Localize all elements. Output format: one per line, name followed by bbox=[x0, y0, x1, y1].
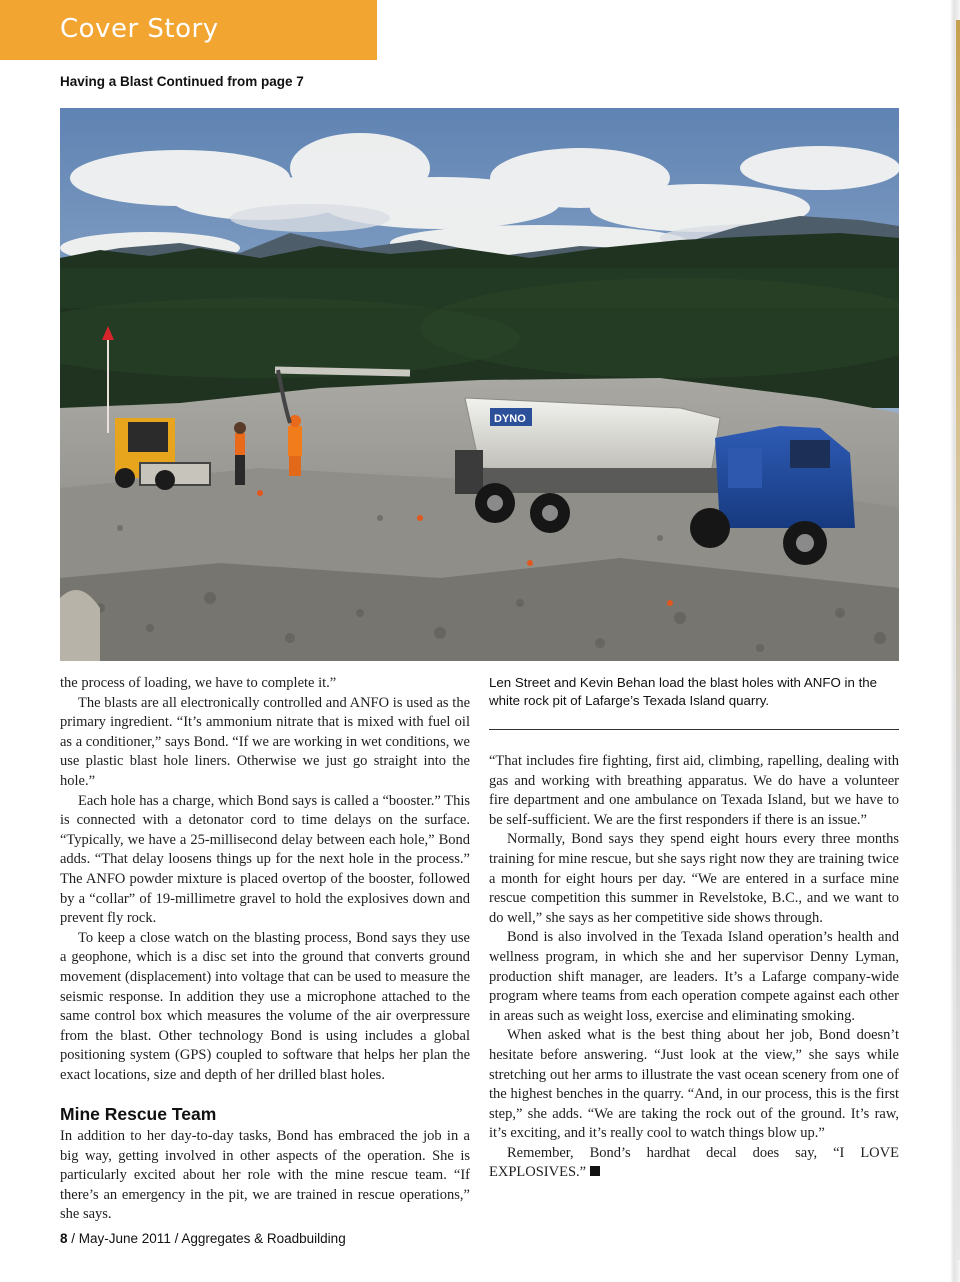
paragraph: When asked what is the best thing about her job, Bond doesn’t hesitate before answering. “Just look at the view,” she says while stretching out her arms to illustrate the vast ocean scenery from one of the highest benches in the quarry. “And, in our process, this is the first step,” she adds. “We are taking the rock out of the ground. It’s raw, it’s exciting, and it’s really cool to watch things blow up.” bbox=[489, 1027, 899, 1142]
right-column bbox=[489, 752, 899, 1183]
section-tab bbox=[0, 0, 377, 60]
photo-caption: Len Street and Kevin Behan load the blast holes with ANFO in the white rock pit of Lafarge’s Texada Island quarry. bbox=[489, 675, 878, 708]
section-label: Cover Story bbox=[60, 14, 219, 44]
page-edge bbox=[950, 0, 960, 1282]
page-number: 8 bbox=[60, 1231, 68, 1246]
subheading-mine-rescue: Mine Rescue Team bbox=[60, 1104, 217, 1125]
paragraph: Bond is also involved in the Texada Island operation’s health and wellness program, in which she and her supervisor Denny Lyman, production shift manager, are leaders. It’s a Lafarge company-wide program where teams from each operation compete against each other in areas such as weight loss, exercise and eliminating smoking. bbox=[489, 929, 899, 1024]
closing-text: Remember, Bond’s hardhat decal does say, “I LOVE EXPLOSIVES.” bbox=[489, 1144, 899, 1181]
paragraph: Each hole has a charge, which Bond says is called a “booster.” This is connected with a detonator cord to time delays on the surface. “Typically, we have a 25-millisecond delay between each hole,” Bond adds. “That delay loosens things up for the next hole in the process.” The ANFO powder mixture is placed overtop of the booster, followed by a “collar” of 19-millimetre gravel to hold the explosives down and prevent fly rock. bbox=[60, 792, 470, 927]
truck-logo: DYNO bbox=[494, 413, 526, 425]
paragraph: In addition to her day-to-day tasks, Bond has embraced the job in a big way, getting involved in other aspects of the operation. She is particularly excited about her role with the mine rescue team. “If there’s an emergency in the pit, we are trained in rescue operations,” she says. bbox=[60, 1128, 470, 1223]
page-footer bbox=[60, 1231, 346, 1246]
paragraph: Normally, Bond says they spend eight hours every three months training for mine rescue, but she says right now they are training twice a month for eight hours per day. “We are entered in a surface mine rescue competition this summer in Revelstoke, B.C., and we want to do well,” she says as her competitive side shows through. bbox=[489, 831, 899, 926]
continued-line: Having a Blast Continued from page 7 bbox=[60, 74, 304, 89]
paragraph: To keep a close watch on the blasting process, Bond says they use a geophone, which is a disc set into the ground that converts ground movement (displacement) into voltage that can be used to measure the seismic response. In addition they use a microphone attached to the same control box which measures the volume of the air overpressure from the blast. Other technology Bond is using includes a global positioning system (GPS) coupled to software that helps her plan the exact locations, size and depth of her drilled blast holes. bbox=[60, 929, 470, 1083]
left-column bbox=[60, 674, 470, 1225]
caption-divider bbox=[489, 729, 899, 730]
paragraph: the process of loading, we have to complete it.” bbox=[60, 675, 337, 691]
paragraph-final bbox=[489, 1144, 899, 1183]
paragraph: “That includes fire fighting, first aid, climbing, rapelling, dealing with gas and working with breathing apparatus. We do have a volunteer fire department and one ambulance on Texada Island, but we have to be self-sufficient. We are the first responders if there is an issue.” bbox=[489, 753, 899, 828]
paragraph: The blasts are all electronically controlled and ANFO is used as the primary ingredient. “It’s ammonium nitrate that is mixed with fuel oil as a conditioner,” says Bond. “If we are working in wet conditions, we use plastic blast hole liners. Otherwise we just go straight into the hole.” bbox=[60, 694, 470, 789]
quarry-photo bbox=[60, 108, 899, 661]
end-mark-icon bbox=[590, 1166, 600, 1176]
publication-info: / May-June 2011 / Aggregates & Roadbuilding bbox=[67, 1231, 346, 1246]
